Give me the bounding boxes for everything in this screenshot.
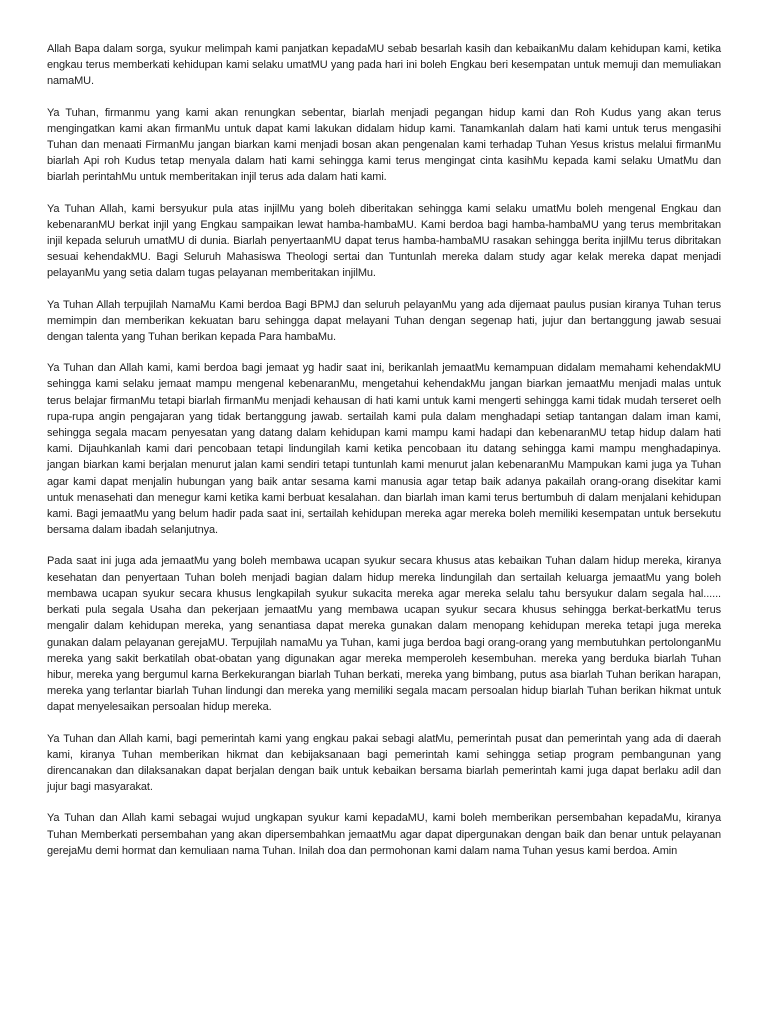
paragraph-government: Ya Tuhan dan Allah kami, bagi pemerintah kami yang engkau pakai sebagi alatMu, pemerintah pusat dan pemerintah yang ada di daerah kami, kiranya Tuhan memberikan hikmat dan kebijaksanaan bagi pemerintah kami sehingga setiap program pembangunan yang direncanakan dan dilaksanakan dapat berjalan dengan baik untuk kebaikan bersama biarlah pemerintah kami juga dapat berlaku adil dan jujur bagi masyarakat. bbox=[47, 732, 721, 794]
paragraph-offering-and-amen: Ya Tuhan dan Allah kami sebagai wujud ungkapan syukur kami kepadaMU, kami boleh memberikan persembahan kepadaMu, kiranya Tuhan Memberkati persembahan yang akan dipersembahkan jemaatMu agar dapat dipergunakan dengan baik dan benar untuk pelayanan gerejaMu demi hormat dan kemuliaan nama Tuhan. Inilah doa dan permohonan kami dalam nama Tuhan yesus kami berdoa. Amin bbox=[47, 812, 721, 857]
paragraph-church-servants: Ya Tuhan Allah terpujilah NamaMu Kami berdoa Bagi BPMJ dan seluruh pelayanMu yang ada dijemaat paulus pusian kiranya Tuhan terus memimpin dan memberikan kekuatan baru sehingga dapat melayani Tuhan dengan segenap hati, jujur dan bertanggung jawab sesuai dengan talenta yang Tuhan berikan kepada Para hambaMu. bbox=[47, 298, 721, 344]
document-body bbox=[47, 41, 721, 874]
paragraph-gospel: Ya Tuhan Allah, kami bersyukur pula atas injilMu yang boleh diberitakan sehingga kami selaku umatMu boleh mengenal Engkau dan kebenaranMU berkat injil yang Engkau sampaikan lewat hamba-hambaMU. Kami berdoa bagi hamba-hambaMU yang terus membritakan injil kepada seluruh umatMU di dunia. Biarlah penyertaanMU dapat terus hamba-hambaMU rasakan sehingga berita injilMu terus dibritakan sesuai kehendakMU. Bagi Seluruh Mahasiswa Theologi sertai dan Tuntunlah mereka dalam study agar kelak mereka dapat menjadi pelayanMu yang setia dalam tugas pelayanan memberitakan injilMu. bbox=[47, 202, 721, 280]
paragraph-thanksgiving-and-needs: Pada saat ini juga ada jemaatMu yang boleh membawa ucapan syukur secara khusus atas kebaikan Tuhan dalam hidup mereka, kiranya kesehatan dan penyertaan Tuhan boleh menjadi bagian dalam hidup mereka lindungilah dan sertailah keluarga jemaatMu yang boleh membawa ucapan syukur secara khusus lengkapilah syukur sukacita mereka agar mereka selalu tahu bersyukur dalam segala hal...... berkati pula segala Usaha dan pekerjaan jemaatMu yang membawa ucapan syukur secara khusus sehingga berkat-berkatMu terus mengalir dalam kehidupan mereka, yang senantiasa dapat mereka gunakan dalam menopang kehidupan mereka tetapi juga mereka gunakan dalam pelayanan gerejaMU. Terpujilah namaMu ya Tuhan, kami juga berdoa bagi orang-orang yang membutuhkan pertolonganMu mereka yang sakit berkatilah obat-obatan yang digunakan agar mereka memperoleh kesembuhan. mereka yang berduka biarlah Tuhan hibur, mereka yang bergumul karna Berkekurangan biarlah Tuhan berkati, mereka yang bimbang, putus asa biarlah Tuhan berikan harapan, mereka yang terlantar biarlah Tuhan lindungi dan mereka yang memiliki segala macam persoalan hidup biarlah Tuhan berikan hikmat untuk dapat menyelesaikan persoalan hidup mereka. bbox=[47, 555, 721, 714]
paragraph-opening-praise: Allah Bapa dalam sorga, syukur melimpah kami panjatkan kepadaMU sebab besarlah kasih dan kebaikanMu dalam kehidupan kami, ketika engkau terus memberkati kehidupan kami selaku umatMU yang pada hari ini boleh Engkau beri kesempatan untuk memuji dan memuliakan namaMU. bbox=[47, 43, 721, 88]
paragraph-word-of-god: Ya Tuhan, firmanmu yang kami akan renungkan sebentar, biarlah menjadi pegangan hidup kami dan Roh Kudus yang akan terus mengingatkan kami akan firmanMu untuk dapat kami lakukan didalam hidup kami. Tanamkanlah dalam hati kami untuk terus mengasihi Tuhan dan menaati FirmanMu jangan biarkan kami menjadi bosan akan pengenalan kami terhadap Tuhan Yesus kristus melalui firmanMu biarlah Api roh Kudus tetap menyala dalam hati kami sehingga kami terus mengingat cinta kasihMu kepada kami selaku UmatMu dan biarlah perintahMu untuk memberitakan injil terus ada dalam hati kami. bbox=[47, 106, 721, 184]
paragraph-congregation: Ya Tuhan dan Allah kami, kami berdoa bagi jemaat yg hadir saat ini, berikanlah jemaatMu kemampuan didalam memahami kehendakMU sehingga kami selaku jemaat mampu mengenal kebenaranMu, mengetahui kehendakMu jangan biarkan jemaatMu menjadi malas untuk terus belajar firmanMu tetapi biarlah firmanMu menjadi kehausan di hati kami untuk kami mengerti sehingga kami tidak mudah terseret oelh rupa-rupa angin pengajaran yang tidak bertanggung jawab. sertailah kami pula dalam menghadapi setiap tantangan dalam iman kami, sehingga segala macam penyesatan yang datang dalam kehidupan kami mampu kami hadapi dan kebenaranMU tetap hidup dalam hati kami. Dijauhkanlah kami dari pencobaan tetapi lindungilah kami ketika pencobaan itu datang sehingga kami mampu menghadapinya. jangan biarkan kami berjalan menurut jalan kami sendiri tetapi tuntunlah kami menurut jalan kebenaranMu Mampukan kami juga ya Tuhan agar kami dapat menjalin hubungan yang baik antar sesama kami manusia agar tetap baik adanya pakailah orang-orang disekitar kami untuk menasehati dan menegur kami ketika kami berbuat kesalahan. dan biarlah iman kami terus bertumbuh di dalam menjalani kehidupan kami. Bagi jemaatMu yang belum hadir pada saat ini, sertailah kehidupan mereka agar mereka boleh memiliki kesempatan untuk bersekutu bersama dalam ibadah selanjutnya. bbox=[47, 362, 721, 537]
